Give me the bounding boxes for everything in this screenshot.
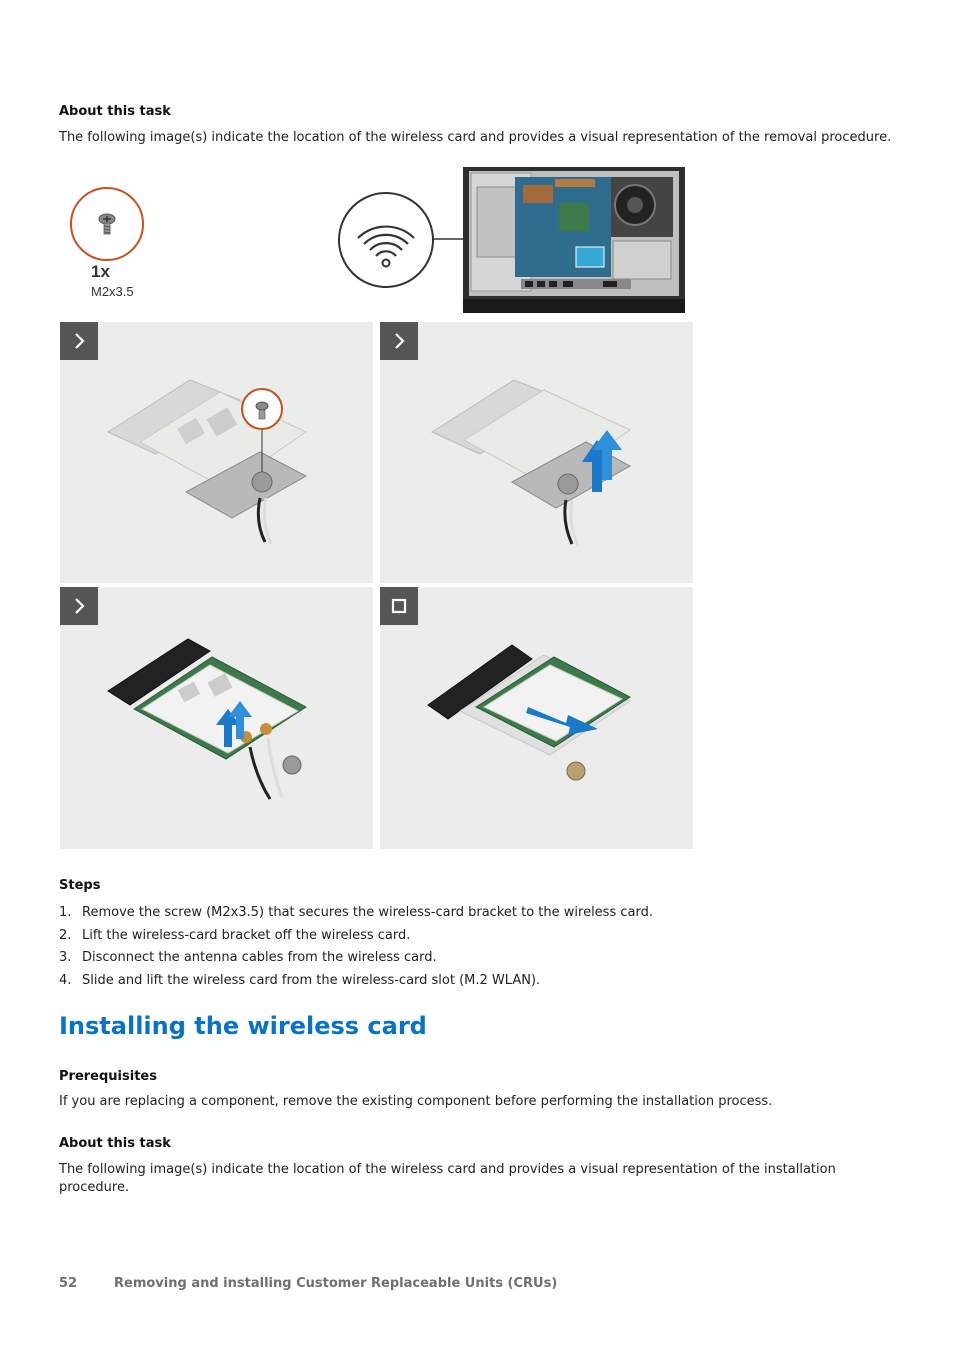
step-item xyxy=(59,925,653,948)
step-panel-1 xyxy=(60,322,373,583)
removal-figure xyxy=(60,160,694,850)
screw-type: M2x3.5 xyxy=(91,284,134,299)
system-overview-image xyxy=(463,167,685,313)
prerequisites-heading: Prerequisites xyxy=(59,1069,157,1084)
step-text: Slide and lift the wireless card from the wireless-card slot (M.2 WLAN). xyxy=(82,972,541,988)
steps-heading: Steps xyxy=(59,878,101,893)
wireless-card-bracket-illustration xyxy=(60,322,373,583)
screw-count: 1x xyxy=(91,262,110,281)
step-panel-4 xyxy=(380,587,693,849)
step-panel-3 xyxy=(60,587,373,849)
screw-callout xyxy=(70,187,144,261)
step-item xyxy=(59,947,653,970)
section-title: Installing the wireless card xyxy=(59,1012,427,1040)
chapter-title: Removing and installing Customer Replaceable Units (CRUs) xyxy=(114,1276,558,1291)
about-task-text: The following image(s) indicate the location of the wireless card and provides a visual representation of the removal procedure. xyxy=(59,130,892,145)
step-number: 3. xyxy=(59,950,72,965)
page-number: 52 xyxy=(59,1276,78,1291)
install-about-task-heading: About this task xyxy=(59,1136,171,1151)
step-number: 2. xyxy=(59,927,72,943)
install-about-task-text: The following image(s) indicate the location of the wireless card and provides a visual representation of the installation procedure. xyxy=(59,1162,836,1195)
about-task-heading: About this task xyxy=(59,104,171,119)
screw-icon xyxy=(72,189,142,259)
step-number: 4. xyxy=(59,972,72,988)
step-panel-2 xyxy=(380,322,693,583)
slide-card-illustration xyxy=(380,587,693,849)
lift-bracket-illustration xyxy=(380,322,693,583)
wireless-callout xyxy=(338,192,434,288)
disconnect-antenna-illustration xyxy=(60,587,373,849)
step-text: Disconnect the antenna cables from the wireless card. xyxy=(82,950,437,965)
step-number: 1. xyxy=(59,905,72,920)
step-text: Remove the screw (M2x3.5) that secures the wireless-card bracket to the wireless card. xyxy=(82,905,653,920)
step-text: Lift the wireless-card bracket off the wireless card. xyxy=(82,927,411,943)
step-item xyxy=(59,970,653,993)
step-item xyxy=(59,902,653,925)
prerequisites-text: If you are replacing a component, remove the existing component before performing the installation process. xyxy=(59,1094,773,1109)
steps-list xyxy=(59,902,653,992)
wireless-icon xyxy=(340,194,432,286)
